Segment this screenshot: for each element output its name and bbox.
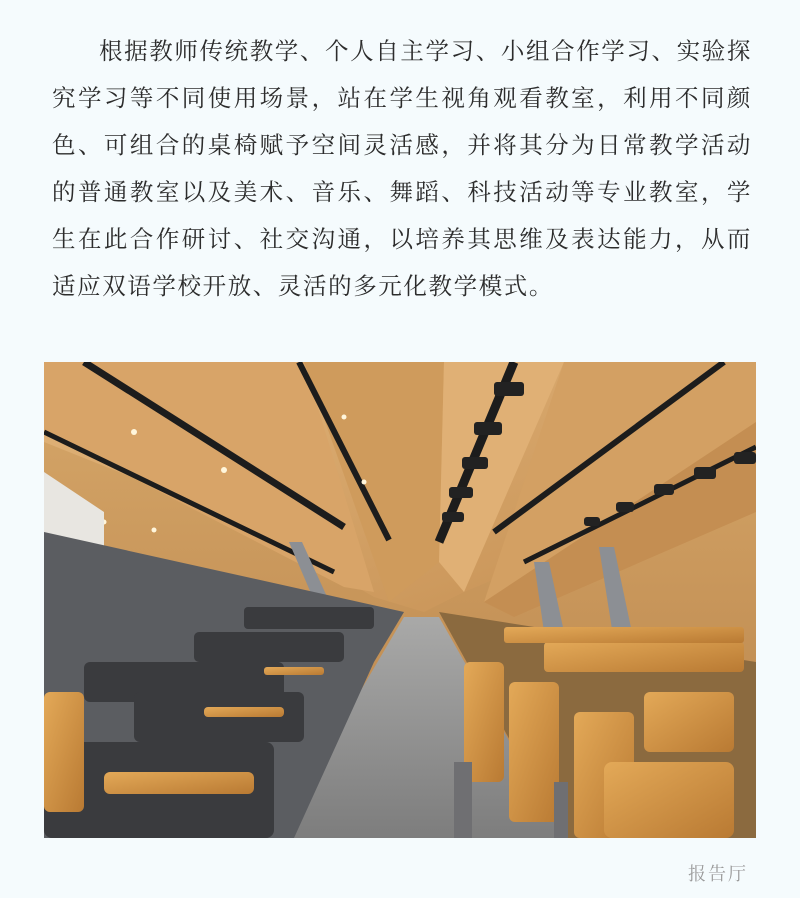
auditorium-photo	[44, 362, 756, 838]
image-caption: 报告厅	[688, 864, 748, 885]
body-paragraph: 根据教师传统教学、个人自主学习、小组合作学习、实验探究学习等不同使用场景，站在学生视角观看教室，利用不同颜色、可组合的桌椅赋予空间灵活感，并将其分为日常教学活动的普通教室以及美术、音乐、舞蹈、科技活动等专业教室，学生在此合作研讨、社交沟通，以培养其思维及表达能力，从而适应双语学校开放、灵活的多元化教学模式。	[52, 37, 752, 300]
